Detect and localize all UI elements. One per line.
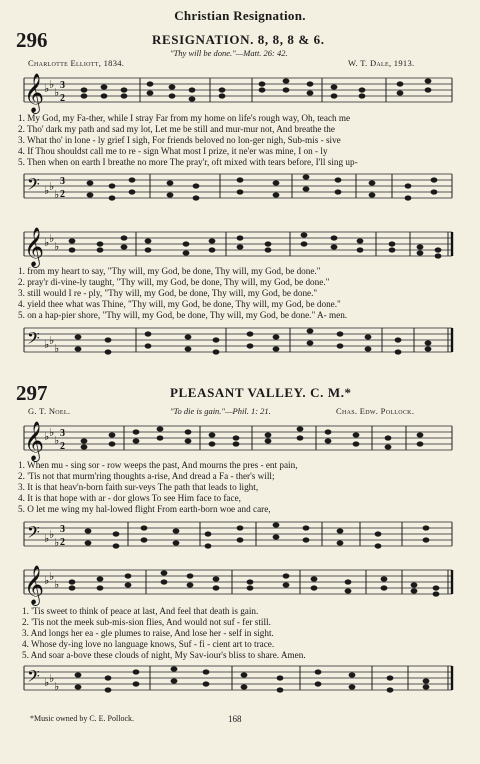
hymn-297-verses-a	[18, 460, 298, 515]
hymn-296-verses-b	[18, 266, 347, 321]
hymn-297-title: PLEASANT VALLEY. C. M.*	[170, 385, 352, 400]
svg-text:♭: ♭	[54, 86, 60, 99]
svg-text:♭: ♭	[44, 338, 50, 351]
verse-line: 5. Then when on earth I breathe no more The pray'r, oft mixed with tears before, I'll sing up-	[18, 157, 358, 167]
svg-text:3: 3	[60, 176, 65, 187]
page-header: Christian Resignation.	[174, 8, 306, 23]
verse-line: 1. My God, my Fa-ther, while I stray Far from my home on life's rough way, Oh, teach me	[18, 113, 351, 123]
svg-text:♭: ♭	[44, 184, 50, 197]
verse-line: 3. What tho' in lone - ly grief I sigh, For friends beloved no lon-ger nigh, Sub-mis - sive	[18, 135, 341, 145]
svg-text:𝄞: 𝄞	[24, 227, 45, 267]
svg-text:♭: ♭	[54, 188, 60, 201]
hymn-296-system-2-bass-staff	[0, 318, 480, 368]
svg-text:𝄞: 𝄞	[24, 73, 45, 113]
svg-text:2: 2	[60, 189, 65, 200]
svg-text:♭: ♭	[49, 180, 55, 193]
svg-text:♭: ♭	[49, 570, 55, 583]
hymn-296-scripture: "Thy will be done."—Matt. 26: 42.	[170, 48, 288, 58]
svg-text:♭: ♭	[44, 532, 50, 545]
svg-text:♭: ♭	[54, 680, 60, 693]
svg-text:♭: ♭	[44, 430, 50, 443]
verse-line: 1. from my heart to say, "Thy will, my God, be done, Thy will, my God, be done."	[18, 266, 321, 276]
svg-text:𝄢: 𝄢	[27, 666, 40, 690]
hymn-296-composer: W. T. Dale, 1913.	[348, 58, 415, 68]
verse-line: 2. pray'r di-vine-ly taught, "Thy will, my God, be done, Thy will, my God, be done."	[18, 277, 330, 287]
svg-text:♭: ♭	[44, 236, 50, 249]
svg-text:♭: ♭	[54, 578, 60, 591]
hymn-296-system-2-treble-staff	[0, 222, 480, 272]
verse-line: 5. And soar a-bove these clouds of night, My Sav-iour's bliss to share. Amen.	[22, 650, 306, 660]
svg-text:♭: ♭	[44, 82, 50, 95]
verse-line: 2. Tho' dark my path and sad my lot, Let me be still and mur-mur not, And breathe the	[18, 124, 335, 134]
verse-line: 5. on a hap-pier shore, "Thy will, my God, be done, Thy will, my God, be done." A- men.	[18, 310, 348, 320]
hymn-297-composer: Chas. Edw. Pollock.	[336, 406, 415, 416]
verse-line: 2. 'Tis not the meek sub-mis-sion flies, And would not suf - fer still.	[22, 617, 271, 627]
verse-line: 1. When mu - sing sor - row weeps the past, And mourns the pres - ent pain,	[18, 460, 298, 470]
svg-text:2: 2	[60, 537, 65, 548]
svg-text:2: 2	[60, 93, 65, 104]
hymn-296-verses-a	[18, 113, 358, 168]
svg-text:3: 3	[60, 80, 65, 91]
hymn-297-system-2-bass-staff	[0, 656, 480, 706]
hymn-297-number: 297	[16, 381, 48, 405]
svg-text:♭: ♭	[49, 334, 55, 347]
verse-line: 4. Whose dy-ing love no language knows, Suf - fi - cient art to trace.	[22, 639, 275, 649]
svg-text:♭: ♭	[54, 536, 60, 549]
hymn-297-verses-b	[22, 606, 306, 661]
footnote: *Music owned by C. E. Pollock.	[30, 714, 134, 723]
svg-text:2: 2	[60, 441, 65, 452]
verse-line: 1. 'Tis sweet to think of peace at last, And feel that death is gain.	[22, 606, 259, 616]
hymn-297-system-2-treble-staff	[0, 560, 480, 610]
svg-text:3: 3	[60, 524, 65, 535]
verse-line: 5. O let me wing my hal-lowed flight From earth-born woe and care,	[18, 504, 271, 514]
hymn-296-system-1-treble-staff	[0, 68, 480, 118]
svg-text:♭: ♭	[49, 426, 55, 439]
svg-text:♭: ♭	[49, 528, 55, 541]
svg-text:♭: ♭	[49, 232, 55, 245]
page-number: 168	[228, 714, 242, 724]
svg-text:𝄢: 𝄢	[27, 174, 40, 198]
hymn-296-system-1-bass-staff	[0, 164, 480, 214]
svg-text:♭: ♭	[44, 676, 50, 689]
svg-text:♭: ♭	[49, 78, 55, 91]
verse-line: 3. And longs her ea - gle plumes to raise, And lose her - self in sight.	[22, 628, 274, 638]
hymn-296-number: 296	[16, 28, 48, 52]
svg-text:♭: ♭	[54, 434, 60, 447]
svg-text:♭: ♭	[49, 672, 55, 685]
hymn-297-author: G. T. Noel.	[28, 406, 71, 416]
hymn-297-system-1-treble-staff	[0, 416, 480, 466]
verse-line: 4. yield thee what was Thine, "Thy will, my God, be done, Thy will, my God, be done."	[18, 299, 341, 309]
verse-line: 4. If Thou shouldst call me to re - sign What most I prize, it ne'er was mine, I on - ly	[18, 146, 328, 156]
verse-line: 3. It is that heav'n-born faith sur-veys The path that leads to light,	[18, 482, 259, 492]
hymn-296-author: Charlotte Elliott, 1834.	[28, 58, 125, 68]
svg-text:𝄞: 𝄞	[24, 421, 45, 461]
svg-text:3: 3	[60, 428, 65, 439]
verse-line: 4. It is that hope with ar - dor glows To see Him face to face,	[18, 493, 241, 503]
svg-text:♭: ♭	[44, 574, 50, 587]
hymn-296-title: RESIGNATION. 8, 8, 8 & 6.	[152, 32, 325, 47]
svg-text:♭: ♭	[54, 240, 60, 253]
verse-line: 2. 'Tis not that murm'ring thoughts a-rise, And dread a Fa - ther's will;	[18, 471, 275, 481]
svg-text:𝄞: 𝄞	[24, 565, 45, 605]
svg-text:𝄢: 𝄢	[27, 328, 40, 352]
hymn-297-scripture: "To die is gain."—Phil. 1: 21.	[170, 406, 271, 416]
svg-text:𝄢: 𝄢	[27, 522, 40, 546]
svg-text:♭: ♭	[54, 342, 60, 355]
verse-line: 3. still would I re - ply, "Thy will, my God, be done, Thy will, my God, be done."	[18, 288, 318, 298]
hymn-297-system-1-bass-staff	[0, 512, 480, 562]
